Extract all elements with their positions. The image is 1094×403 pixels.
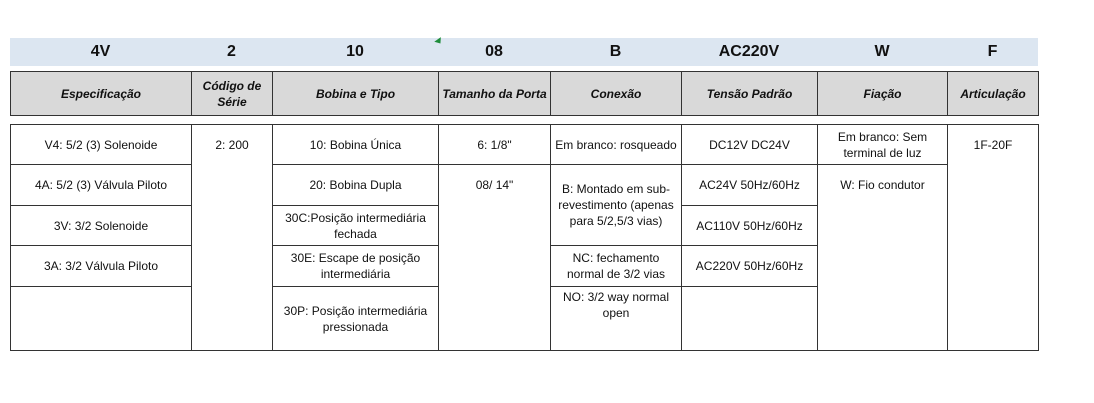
code-10: 10	[346, 43, 364, 60]
cell-conexao-nc: NC: fechamento normal de 3/2 vias	[551, 246, 682, 287]
cell-fiacao-branco: Em branco: Sem terminal de luz	[818, 125, 948, 165]
cell-tensao-dc: DC12V DC24V	[682, 125, 818, 165]
cell-tensao-ac110: AC110V 50Hz/60Hz	[682, 206, 818, 246]
cell-bobina-20: 20: Bobina Dupla	[273, 165, 439, 206]
cell-porta-6: 6: 1/8"	[439, 125, 551, 165]
cell-serie: 2: 200	[192, 125, 273, 351]
cell-tensao-ac24: AC24V 50Hz/60Hz	[682, 165, 818, 206]
header-codigo-serie: Código de Série	[192, 72, 273, 116]
table-row	[11, 125, 1039, 165]
header-articulacao: Articulação	[948, 72, 1039, 116]
header-fiacao: Fiação	[818, 72, 948, 116]
code-ac220v: AC220V	[718, 43, 780, 60]
cell-porta-08: 08/ 14"	[439, 165, 551, 351]
cell-spec-v4: V4: 5/2 (3) Solenoide	[11, 125, 192, 165]
cell-spec-empty	[11, 287, 192, 351]
cell-fiacao-w: W: Fio condutor	[818, 165, 948, 351]
cell-conexao-no: NO: 3/2 way normal open	[551, 287, 682, 351]
cell-tensao-ac220: AC220V 50Hz/60Hz	[682, 246, 818, 287]
header-row	[11, 72, 1039, 116]
options-table	[10, 124, 1039, 351]
cell-conexao-b: B: Montado em sub-revestimento (apenas para 5/2,5/3 vias)	[551, 165, 682, 246]
cell-articulacao: 1F-20F	[948, 125, 1039, 351]
cell-spec-3v: 3V: 3/2 Solenoide	[11, 206, 192, 246]
header-conexao: Conexão	[551, 72, 682, 116]
cell-bobina-30c: 30C:Posição intermediária fechada	[273, 206, 439, 246]
cell-spec-3a: 3A: 3/2 Válvula Piloto	[11, 246, 192, 287]
header-bobina-tipo: Bobina e Tipo	[273, 72, 439, 116]
code-w: W	[874, 43, 890, 60]
code-f: F	[987, 43, 998, 60]
table-row	[11, 165, 1039, 206]
cell-tensao-empty	[682, 287, 818, 351]
cell-bobina-10: 10: Bobina Única	[273, 125, 439, 165]
code-08: 08	[485, 43, 503, 60]
cell-bobina-30e: 30E: Escape de posição intermediária	[273, 246, 439, 287]
cell-conexao-branco: Em branco: rosqueado	[551, 125, 682, 165]
cell-bobina-30p: 30P: Posição intermediária pressionada	[273, 287, 439, 351]
code-b: B	[609, 43, 622, 60]
header-tensao-padrao: Tensão Padrão	[682, 72, 818, 116]
header-especificacao: Especificação	[11, 72, 192, 116]
cell-spec-4a: 4A: 5/2 (3) Válvula Piloto	[11, 165, 192, 206]
header-table	[10, 71, 1039, 116]
code-4v: 4V	[90, 43, 111, 60]
code-2: 2	[227, 43, 236, 60]
code-example-row	[10, 38, 1038, 66]
header-tamanho-porta: Tamanho da Porta	[439, 72, 551, 116]
